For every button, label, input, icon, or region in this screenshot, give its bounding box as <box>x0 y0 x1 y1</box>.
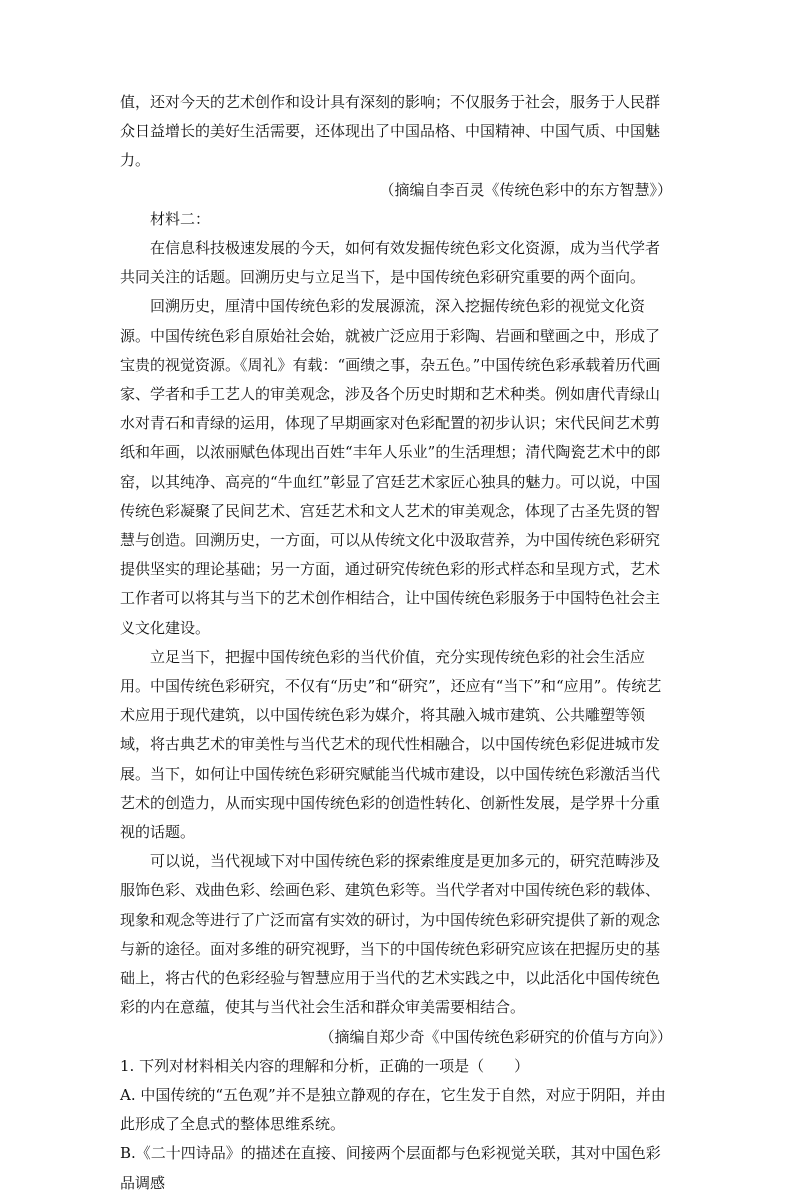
option-b: B.《二十四诗品》的描述在直接、间接两个层面都与色彩视觉关联，其对中国色彩品调感 <box>120 1144 661 1192</box>
option-a: A. 中国传统的“五色观”并不是独立静观的存在，它生发于自然，对应于阴阳，并由此形成了全息式的整体思维系统。 <box>120 1085 666 1134</box>
material1-tail-paragraph: 值，还对今天的艺术创作和设计具有深刻的影响；不仅服务于社会，服务于人民群众日益增长的美好生活需要，还体现出了中国品格、中国精神、中国气质、中国魅力。 <box>120 93 661 170</box>
body-paragraph: 回溯历史，厘清中国传统色彩的发展源流，深入挖掘传统色彩的视觉文化资源。中国传统色彩自原始社会始，就被广泛应用于彩陶、岩画和壁画之中，形成了宝贵的视觉资源。《周礼》有载：“画缋之事，杂五色。”中国传统色彩承载着历代画家、学者和手工艺人的审美观念，涉及各个历史时期和艺术种类。例如唐代青绿山水对青石和青绿的运用，体现了早期画家对色彩配置的初步认识；宋代民间艺术剪纸和年画，以浓丽赋色体现出百姓“丰年人乐业”的生活理想；清代陶瓷艺术中的郎窑，以其纯净、高亮的“牛血红”彰显了宫廷艺术家匠心独具的魅力。可以说，中国传统色彩凝聚了民间艺术、宫廷艺术和文人艺术的审美观念，体现了古圣先贤的智慧与创造。回溯历史，一方面，可以从传统文化中汲取营养，为中国传统色彩研究提供坚实的理论基础；另一方面，通过研究传统色彩的形式样态和呈现方式，艺术工作者可以将其与当下的艺术创作相结合，让中国传统色彩服务于中国特色社会主义文化建设。 <box>120 297 661 637</box>
document-page <box>120 88 672 1198</box>
question-stem: 1. 下列对材料相关内容的理解和分析，正确的一项是（ ） <box>120 1056 530 1075</box>
source-citation-1: （摘编自李百灵《传统色彩中的东方智慧》） <box>379 180 672 199</box>
body-paragraph: 在信息科技极速发展的今天，如何有效发掘传统色彩文化资源，成为当代学者共同关注的话题。回溯历史与立足当下，是中国传统色彩研究重要的两个面向。 <box>120 239 661 287</box>
source-citation-2: （摘编自郑少奇《中国传统色彩研究的价值与方向》） <box>319 1027 672 1046</box>
body-paragraph: 可以说，当代视域下对中国传统色彩的探索维度是更加多元的，研究范畴涉及服饰色彩、戏曲色彩、绘画色彩、建筑色彩等。当代学者对中国传统色彩的载体、现象和观念等进行了广泛而富有实效的研讨，为中国传统色彩研究提供了新的观念与新的途径。面对多维的研究视野，当下的中国传统色彩研究应该在把握历史的基础上，将古代的色彩经验与智慧应用于当代的艺术实践之中，以此活化中国传统色彩的内在意蕴，使其与当代社会生活和群众审美需要相结合。 <box>120 852 661 1017</box>
material2-heading: 材料二： <box>150 209 211 228</box>
body-paragraph: 立足当下，把握中国传统色彩的当代价值，充分实现传统色彩的社会生活应用。中国传统色彩研究，不仅有“历史”和“研究”，还应有“当下”和“应用”。传统艺术应用于现代建筑，以中国传统色彩为媒介，将其融入城市建筑、公共雕塑等领域，将古典艺术的审美性与当代艺术的现代性相融合，以中国传统色彩促进城市发展。当下，如何让中国传统色彩研究赋能当代城市建设，以中国传统色彩激活当代艺术的创造力，从而实现中国传统色彩的创造性转化、创新性发展，是学界十分重视的话题。 <box>120 647 662 842</box>
